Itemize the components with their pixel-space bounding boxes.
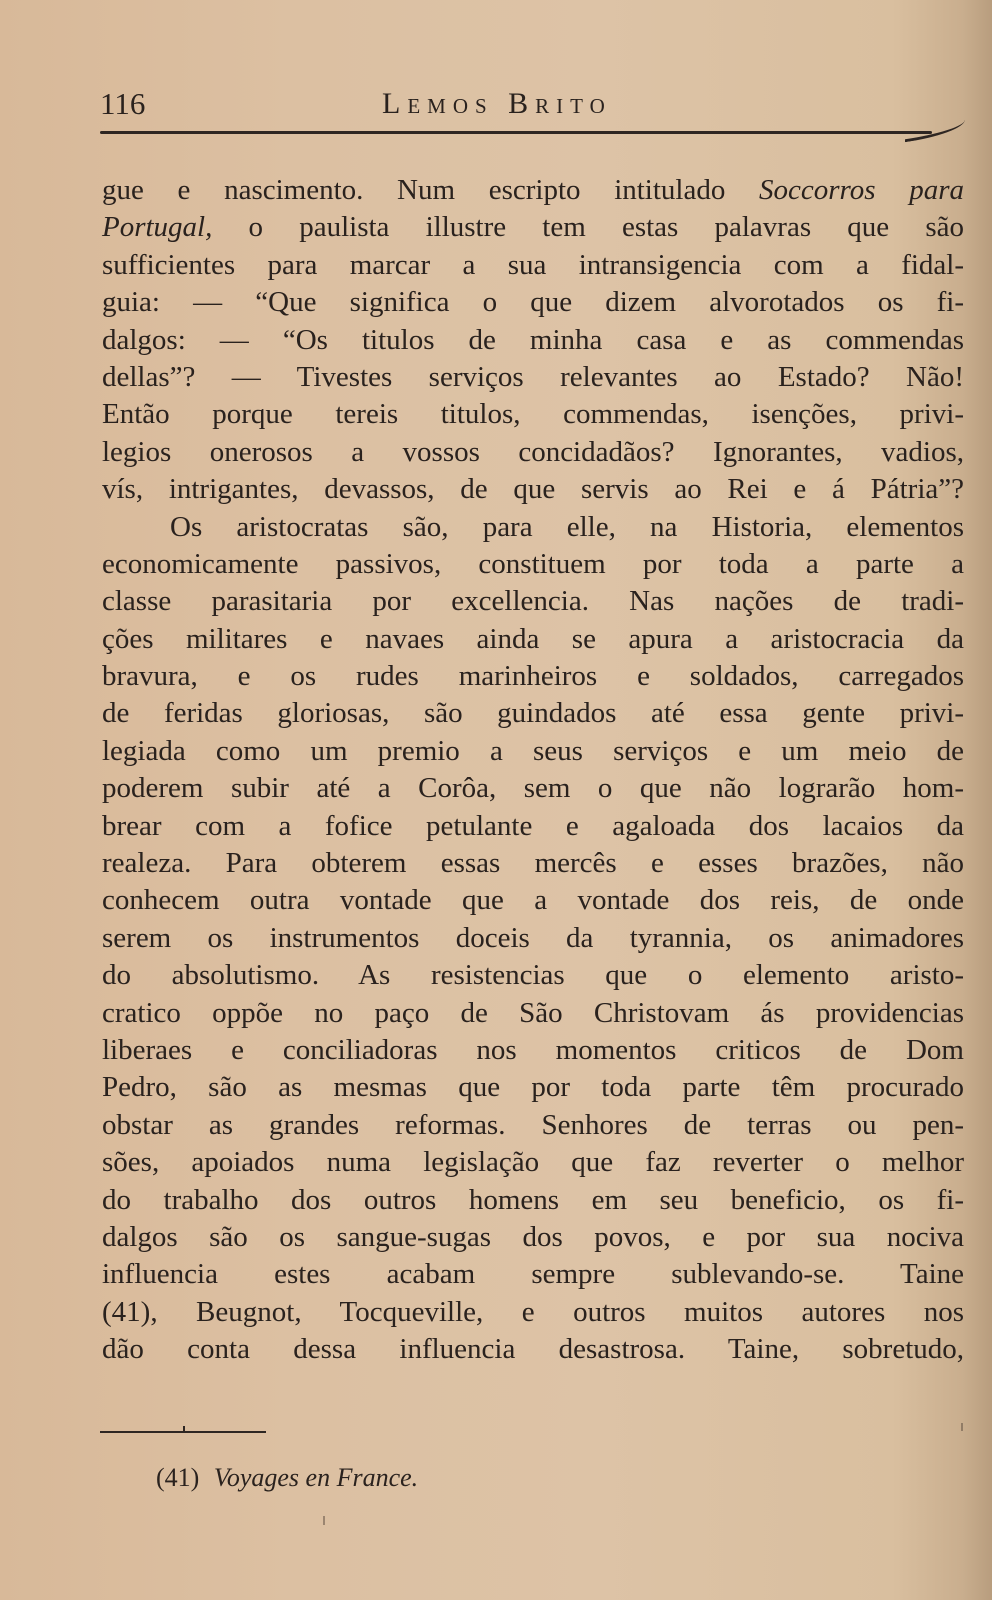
text-line (102, 359, 964, 396)
text-segment: dalgos: — “Os titulos de minha casa e as commendas (102, 323, 964, 356)
text-line (102, 471, 964, 508)
text-segment: do trabalho dos outros homens em seu beneficio, os fi- (102, 1183, 964, 1216)
italic-text: Soccorros para (759, 174, 964, 206)
text-segment: ções militares e navaes ainda se apura a aristocracia da (102, 622, 964, 655)
paper-speck (961, 1423, 963, 1431)
text-segment: gue e nascimento. Num escripto intitulado (102, 174, 760, 206)
text-line (102, 1032, 964, 1069)
footnote-title: Voyages en France. (213, 1463, 419, 1492)
text-line (102, 546, 964, 583)
text-segment: bravura, e os rudes marinheiros e soldados, carregados (102, 660, 964, 693)
text-segment: Então porque tereis titulos, commendas, isenções, privi- (102, 398, 964, 431)
text-segment: dalgos são os sangue-sugas dos povos, e por sua nociva (102, 1220, 964, 1253)
text-line (102, 808, 964, 845)
text-line (102, 1256, 964, 1293)
text-segment: o paulista illustre tem estas palavras que são (212, 211, 964, 244)
text-segment: legiada como um premio a seus serviços e um meio de (102, 734, 964, 767)
text-segment: brear com a fofice petulante e agaloada dos lacaios da (102, 809, 964, 842)
text-segment: sões, apoiados numa legislação que faz reverter o melhor (102, 1146, 964, 1179)
text-line (102, 920, 964, 957)
text-segment: liberaes e conciliadoras nos momentos criticos de Dom (102, 1033, 964, 1066)
page-number: 116 (100, 86, 146, 121)
text-line (102, 621, 964, 658)
running-head (100, 84, 960, 124)
text-line (102, 845, 964, 882)
text-segment: obstar as grandes reformas. Senhores de terras ou pen- (102, 1108, 964, 1141)
text-segment: Pedro, são as mesmas que por toda parte têm procurado (102, 1071, 964, 1104)
text-line (102, 583, 964, 620)
text-line (102, 995, 964, 1032)
text-line (102, 733, 964, 770)
text-line (102, 434, 964, 471)
text-segment: Os aristocratas são, para elle, na Historia, elementos (170, 510, 964, 543)
text-segment: conhecem outra vontade que a vontade dos reis, de onde (102, 884, 964, 917)
text-segment: dellas”? — Tivestes serviços relevantes ao Estado? Não! (102, 360, 964, 393)
text-segment: dão conta dessa influencia desastrosa. Taine, sobretudo, (102, 1333, 964, 1366)
text-line (102, 1144, 964, 1181)
footnote-rule-mark (183, 1426, 185, 1432)
text-line (102, 1107, 964, 1144)
text-line (102, 1069, 964, 1106)
body-text (102, 172, 964, 1369)
running-title: Lemos Brito (382, 87, 612, 120)
text-line (102, 770, 964, 807)
text-line (102, 322, 964, 359)
paper-speck (323, 1516, 325, 1525)
text-segment: guia: — “Que significa o que dizem alvorotados os fi- (102, 286, 964, 319)
text-segment: vís, intrigantes, devassos, de que servis ao Rei e á Pátria”? (102, 473, 964, 506)
text-segment: poderem subir até a Corôa, sem o que não lograrão hom- (102, 772, 964, 805)
text-line (102, 1219, 964, 1256)
footnote (156, 1462, 418, 1494)
text-segment: influencia estes acabam sempre sublevando-se. Taine (102, 1258, 964, 1291)
text-segment: serem os instrumentos doceis da tyrannia, os animadores (102, 921, 964, 954)
text-segment: sufficientes para marcar a sua intransigencia com a fidal- (102, 248, 964, 281)
text-segment: realeza. Para obterem essas mercês e esses brazões, não (102, 847, 964, 880)
text-segment: economicamente passivos, constituem por toda a parte a (102, 547, 964, 580)
text-line (102, 957, 964, 994)
text-line (102, 658, 964, 695)
text-line (102, 1182, 964, 1219)
text-segment: de feridas gloriosas, são guindados até essa gente privi- (102, 697, 964, 730)
text-line (102, 509, 964, 546)
text-line (102, 247, 964, 284)
text-line (102, 209, 964, 246)
text-segment: cratico oppõe no paço de São Christovam ás providencias (102, 996, 964, 1029)
text-line (102, 284, 964, 321)
text-line (102, 882, 964, 919)
text-line (102, 396, 964, 433)
italic-text: Portugal, (102, 211, 213, 244)
text-segment: legios onerosos a vossos concidadãos? Ignorantes, vadios, (102, 435, 964, 468)
text-line (102, 172, 964, 209)
header-rule (100, 131, 932, 134)
text-line (102, 1331, 964, 1368)
text-segment: do absolutismo. As resistencias que o elemento aristo- (102, 959, 964, 992)
footnote-marker: (41) (156, 1463, 200, 1492)
text-segment: (41), Beugnot, Tocqueville, e outros muitos autores nos (102, 1295, 964, 1328)
text-segment: classe parasitaria por excellencia. Nas nações de tradi- (102, 585, 964, 618)
text-line (102, 695, 964, 732)
text-line (102, 1294, 964, 1331)
